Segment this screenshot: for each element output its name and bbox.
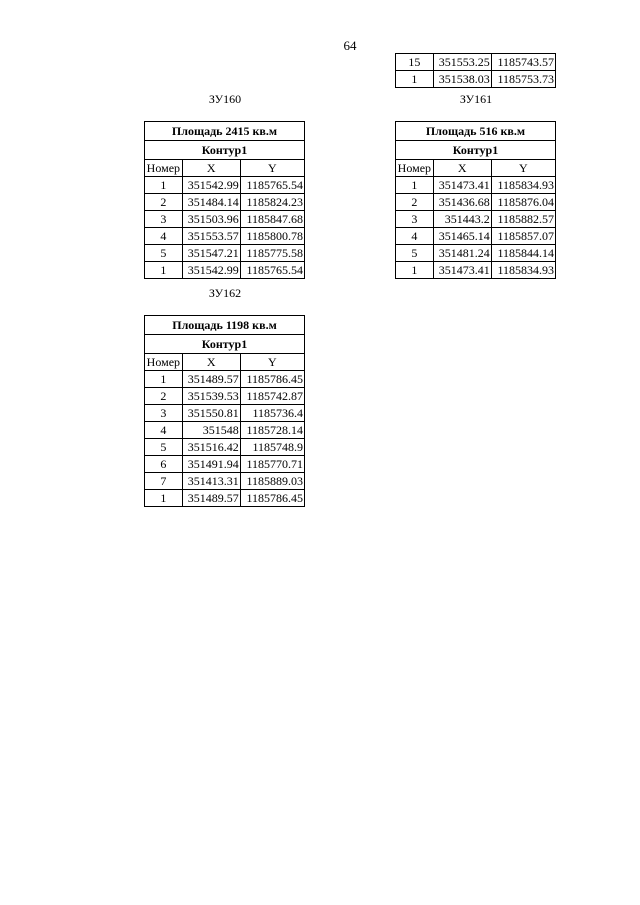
parcel-label-zu160: ЗУ160 — [208, 92, 242, 106]
point-number: 3 — [145, 211, 183, 228]
x-coordinate: 351473.41 — [433, 262, 491, 279]
column-header-x: X — [182, 160, 240, 177]
y-coordinate: 1185775.58 — [240, 245, 304, 262]
y-coordinate: 1185889.03 — [240, 473, 304, 490]
point-number: 1 — [396, 177, 434, 194]
table-row — [396, 211, 556, 228]
y-coordinate: 1185844.14 — [491, 245, 555, 262]
table-row — [145, 262, 305, 279]
x-coordinate: 351548 — [182, 422, 240, 439]
coordinates-table-zu162 — [144, 315, 305, 507]
column-header-x: X — [433, 160, 491, 177]
x-coordinate: 351550.81 — [182, 405, 240, 422]
point-number: 5 — [396, 245, 434, 262]
page-number: 64 — [343, 38, 357, 53]
y-coordinate: 1185800.78 — [240, 228, 304, 245]
table-row — [396, 228, 556, 245]
y-coordinate: 1185847.68 — [240, 211, 304, 228]
y-coordinate: 1185728.14 — [240, 422, 304, 439]
table-row — [145, 490, 305, 507]
y-coordinate: 1185786.45 — [240, 490, 304, 507]
point-number: 1 — [145, 177, 183, 194]
table-row — [396, 262, 556, 279]
y-coordinate: 1185834.93 — [491, 177, 555, 194]
point-number: 1 — [396, 262, 434, 279]
point-number: 2 — [145, 194, 183, 211]
point-number: 3 — [396, 211, 434, 228]
y-coordinate: 1185765.54 — [240, 177, 304, 194]
table-row — [145, 456, 305, 473]
table-row — [145, 245, 305, 262]
y-coordinate: 1185857.07 — [491, 228, 555, 245]
parcel-label-zu161: ЗУ161 — [459, 92, 493, 106]
x-coordinate: 351553.57 — [182, 228, 240, 245]
point-number: 2 — [145, 388, 183, 405]
x-coordinate: 351542.99 — [182, 262, 240, 279]
column-header-y: Y — [491, 160, 555, 177]
table-row — [145, 439, 305, 456]
table-row — [396, 194, 556, 211]
point-number: 4 — [145, 228, 183, 245]
table-row — [145, 405, 305, 422]
y-coordinate: 1185786.45 — [240, 371, 304, 388]
y-coordinate: 1185742.87 — [240, 388, 304, 405]
x-coordinate: 351539.53 — [182, 388, 240, 405]
y-coordinate: 1185770.71 — [240, 456, 304, 473]
column-header-y: Y — [240, 160, 304, 177]
table-row — [145, 473, 305, 490]
x-coordinate: 351542.99 — [182, 177, 240, 194]
point-number: 2 — [396, 194, 434, 211]
coordinates-table-zu161 — [395, 121, 556, 279]
column-header-y: Y — [240, 354, 304, 371]
table-row — [145, 422, 305, 439]
x-coordinate: 351481.24 — [433, 245, 491, 262]
column-header-number: Номер — [145, 354, 183, 371]
table-row — [145, 371, 305, 388]
area-header: Площадь 516 кв.м — [396, 122, 556, 141]
table-row — [396, 54, 556, 71]
y-coordinate: 1185834.93 — [491, 262, 555, 279]
table-row — [145, 194, 305, 211]
x-coordinate: 351489.57 — [182, 371, 240, 388]
y-coordinate: 1185882.57 — [491, 211, 555, 228]
parcel-label-zu162: ЗУ162 — [208, 286, 242, 300]
x-coordinate: 351484.14 — [182, 194, 240, 211]
point-number: 3 — [145, 405, 183, 422]
table-row — [145, 177, 305, 194]
point-number: 4 — [145, 422, 183, 439]
area-header: Площадь 2415 кв.м — [145, 122, 305, 141]
point-number: 1 — [396, 71, 434, 88]
contour-header: Контур1 — [396, 141, 556, 160]
y-coordinate: 1185748.9 — [240, 439, 304, 456]
y-coordinate: 1185736.4 — [240, 405, 304, 422]
y-coordinate: 1185743.57 — [491, 54, 555, 71]
point-number: 15 — [396, 54, 434, 71]
point-number: 1 — [145, 262, 183, 279]
point-number: 5 — [145, 245, 183, 262]
point-number: 5 — [145, 439, 183, 456]
y-coordinate: 1185753.73 — [491, 71, 555, 88]
x-coordinate: 351547.21 — [182, 245, 240, 262]
y-coordinate: 1185765.54 — [240, 262, 304, 279]
column-header-number: Номер — [396, 160, 434, 177]
x-coordinate: 351473.41 — [433, 177, 491, 194]
x-coordinate: 351553.25 — [433, 54, 491, 71]
continuation-rows — [396, 54, 556, 88]
contour-header: Контур1 — [145, 335, 305, 354]
table-row — [396, 245, 556, 262]
point-number: 1 — [145, 371, 183, 388]
x-coordinate: 351491.94 — [182, 456, 240, 473]
x-coordinate: 351443.2 — [433, 211, 491, 228]
x-coordinate: 351436.68 — [433, 194, 491, 211]
point-number: 7 — [145, 473, 183, 490]
point-number: 4 — [396, 228, 434, 245]
point-number: 1 — [145, 490, 183, 507]
x-coordinate: 351489.57 — [182, 490, 240, 507]
table-row — [145, 388, 305, 405]
column-header-number: Номер — [145, 160, 183, 177]
contour-header: Контур1 — [145, 141, 305, 160]
coordinates-table-zu160 — [144, 121, 305, 279]
table-row — [145, 211, 305, 228]
point-number: 6 — [145, 456, 183, 473]
y-coordinate: 1185876.04 — [491, 194, 555, 211]
x-coordinate: 351413.31 — [182, 473, 240, 490]
table-row — [396, 71, 556, 88]
column-header-x: X — [182, 354, 240, 371]
x-coordinate: 351516.42 — [182, 439, 240, 456]
continuation-table — [395, 53, 556, 88]
table-row — [145, 228, 305, 245]
area-header: Площадь 1198 кв.м — [145, 316, 305, 335]
table-row — [396, 177, 556, 194]
x-coordinate: 351538.03 — [433, 71, 491, 88]
x-coordinate: 351503.96 — [182, 211, 240, 228]
y-coordinate: 1185824.23 — [240, 194, 304, 211]
x-coordinate: 351465.14 — [433, 228, 491, 245]
